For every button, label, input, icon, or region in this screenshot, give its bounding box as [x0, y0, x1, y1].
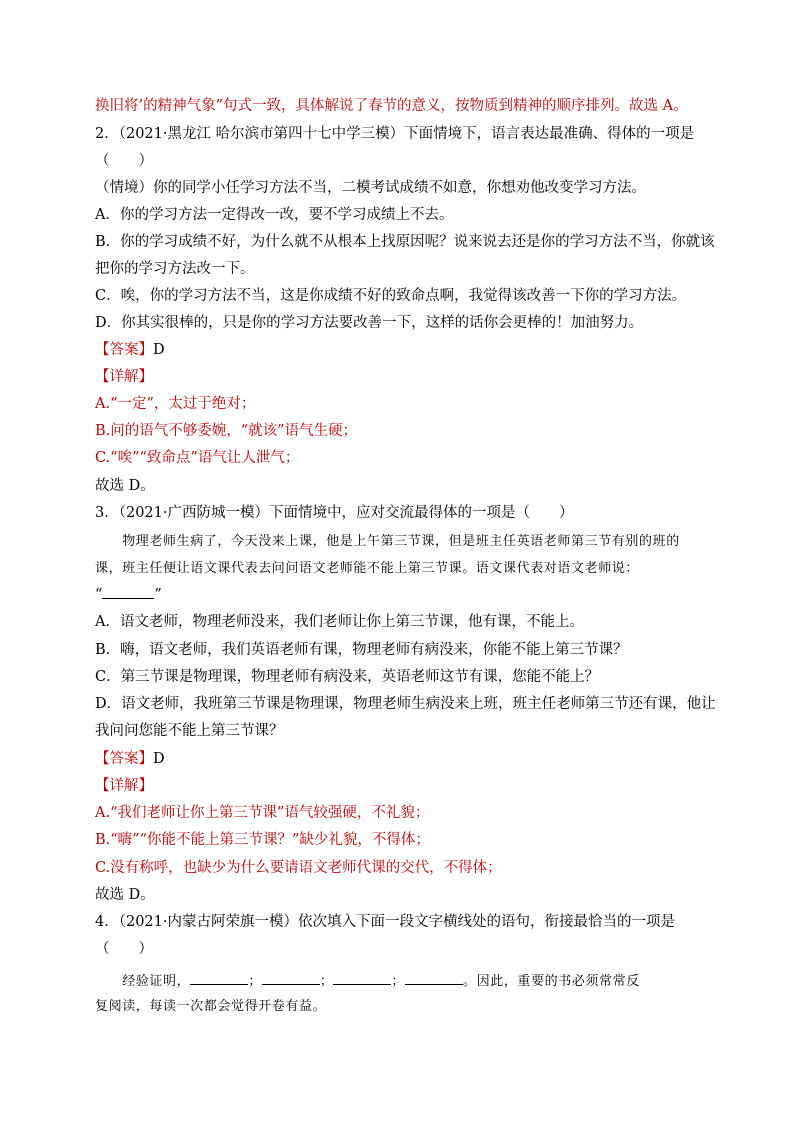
question-2-detail-b: B.问的语气不够委婉，“就该”语气生硬； — [95, 423, 358, 439]
question-4-stem: 4．（2021·内蒙古阿荣旗一模）依次填入下面一段文字横线处的语句，衔接最恰当的一项是 — [95, 914, 675, 930]
question-3-stem: 3．（2021·广西防城一模）下面情境中，应对交流最得体的一项是（ ） — [95, 505, 574, 521]
answer-blank — [102, 584, 154, 599]
question-2-answer — [95, 340, 700, 360]
question-2-stem: 2．（2021·黑龙江 哈尔滨市第四十七中学三模）下面情境下，语言表达最准确、得体的一项是 — [95, 126, 695, 142]
question-2-detail-heading: 【详解】 — [95, 369, 153, 385]
question-3-quote-blank — [95, 584, 700, 605]
question-2-option-b: B．你的学习成绩不好，为什么就不从根本上找原因呢？说来说去还是你的学习方法不当，你就该 — [95, 234, 715, 250]
answer-value: D — [153, 342, 165, 358]
question-3-detail-heading: 【详解】 — [95, 778, 153, 794]
answer-tag: 【答案】 — [95, 751, 153, 767]
fill-blank-3 — [333, 970, 391, 985]
fill-blank-4 — [405, 970, 463, 985]
blank-separator: ； — [248, 974, 262, 989]
question-3-detail-c: C.没有称呼，也缺少为什么要请语文老师代课的交代，不得体； — [95, 860, 502, 876]
question-2-option-d: D．你其实很棒的，只是你的学习方法要改善一下，这样的话你会更棒的！加油努力。 — [95, 315, 644, 331]
question-3-option-d: D．语文老师，我班第三节课是物理课，物理老师生病没来上班，班主任老师第三节还有课，他让 — [95, 696, 716, 712]
question-4-paren: （ ） — [95, 941, 153, 957]
question-3-option-c: C．第三节课是物理课，物理老师有病没来，英语老师这节有课，您能不能上？ — [95, 669, 600, 685]
question-3-option-b: B．嗨，语文老师，我们英语老师有课，物理老师有病没来，你能不能上第三节课？ — [95, 642, 628, 658]
question-2-context: （情境）你的同学小任学习方法不当，二模考试成绩不如意，你想劝他改变学习方法。 — [95, 180, 646, 196]
question-3-conclusion: 故选 D。 — [95, 887, 155, 903]
close-quote: ” — [154, 587, 162, 603]
passage-tail: 。因此，重要的书必须常常反 — [463, 974, 640, 989]
question-2-detail-c: C.“唉”“致命点”语气让人泄气； — [95, 450, 300, 466]
question-2-detail-a: A.“一定”，太过于绝对； — [95, 396, 256, 412]
question-4-passage-line-1 — [95, 970, 700, 992]
fill-blank-2 — [262, 970, 320, 985]
question-2-conclusion: 故选 D。 — [95, 478, 155, 494]
question-3-option-a: A．语文老师，物理老师没来，我们老师让你上第三节课，他有课，不能上。 — [95, 614, 584, 630]
question-2-option-b-cont: 把你的学习方法改一下。 — [95, 261, 255, 277]
question-3-passage-line-2: 课，班主任便让语文课代表去问问语文老师能不能上第三节课。语文课代表对语文老师说： — [95, 561, 640, 576]
question-2-paren: （ ） — [95, 153, 153, 169]
open-quote: “ — [95, 587, 103, 603]
question-3-detail-a: A.“我们老师让你上第三节课”语气较强硬，不礼貌； — [95, 805, 430, 821]
question-3-answer — [95, 749, 700, 769]
answer-tag: 【答案】 — [95, 342, 153, 358]
question-3-option-d-cont: 我问问您能不能上第三节课？ — [95, 723, 284, 739]
question-2-option-c: C．唉，你的学习方法不当，这是你成绩不好的致命点啊，我觉得该改善一下你的学习方法。 — [95, 288, 687, 304]
question-3-passage-line-1: 物理老师生病了，今天没来上课，他是上午第三节课，但是班主任英语老师第三节有别的班的 — [95, 534, 680, 549]
question-4-passage-line-2: 复阅读，每读一次都会觉得开卷有益。 — [95, 999, 327, 1014]
answer-value: D — [153, 751, 165, 767]
fill-blank-1 — [190, 970, 248, 985]
blank-separator: ； — [391, 974, 406, 989]
question-3-detail-b: B.“嗨”“你能不能上第三节课？”缺少礼貌，不得体； — [95, 832, 430, 848]
passage-lead: 经验证明， — [95, 974, 191, 989]
question-2-option-a: A．你的学习方法一定得改一改，要不学习成绩上不去。 — [95, 207, 454, 223]
explanation-continuation: 换旧将’的精神气象”句式一致，具体解说了春节的意义，按物质到精神的顺序排列。故选 A。 — [95, 98, 688, 114]
blank-separator: ； — [319, 974, 334, 989]
